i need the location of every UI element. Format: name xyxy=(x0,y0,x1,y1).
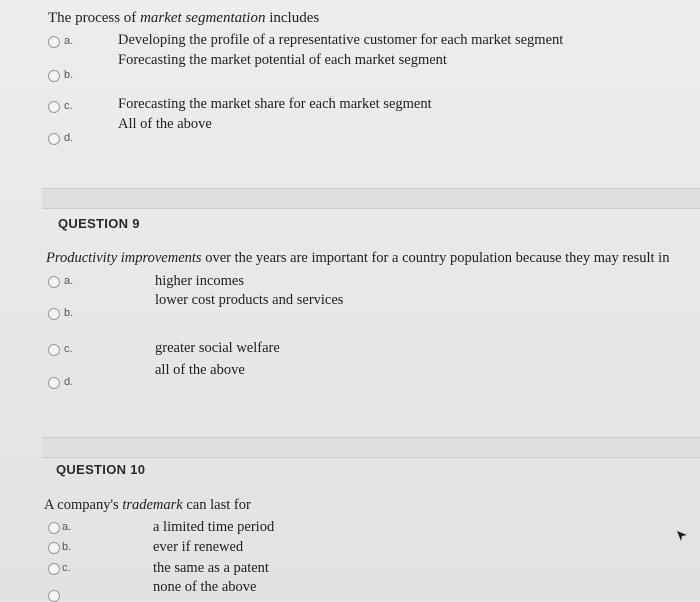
question-8-stem: The process of market segmentation includes xyxy=(48,10,320,26)
q8-option-b-radio[interactable] xyxy=(48,70,60,82)
q10-option-d-radio[interactable] xyxy=(48,590,60,602)
separator-line xyxy=(42,188,700,189)
q8-option-c-radio[interactable] xyxy=(48,101,60,113)
question-10-heading: QUESTION 10 xyxy=(56,462,146,477)
q10-option-text: a limited time period xyxy=(153,519,275,535)
q8-option-a-letter: a. xyxy=(64,35,74,47)
q10-option-a-letter: a. xyxy=(62,521,72,533)
q9-option-c-radio[interactable] xyxy=(48,344,60,356)
q10-option-text: the same as a patent xyxy=(153,560,269,576)
q9-option-text: lower cost products and services xyxy=(155,292,344,308)
q8-option-a-radio[interactable] xyxy=(48,36,60,48)
q10-option-a-radio[interactable] xyxy=(48,522,60,534)
q8-option-text: Developing the profile of a representative customer for each market segment xyxy=(118,32,564,48)
q8-option-text: All of the above xyxy=(118,116,212,132)
q9-option-text: all of the above xyxy=(155,362,245,378)
q8-option-b-letter: b. xyxy=(64,69,74,81)
q8-option-d-letter: d. xyxy=(64,132,74,144)
q9-option-b-radio[interactable] xyxy=(48,308,60,320)
q9-option-c-letter: c. xyxy=(64,343,73,355)
q10-option-c-letter: c. xyxy=(62,562,71,574)
q10-option-b-letter: b. xyxy=(62,541,72,553)
q9-option-a-letter: a. xyxy=(64,275,74,287)
q8-option-d-radio[interactable] xyxy=(48,133,60,145)
q9-option-a-radio[interactable] xyxy=(48,276,60,288)
mouse-cursor-icon xyxy=(676,530,688,542)
q9-option-text: higher incomes xyxy=(155,273,244,289)
q10-option-c-radio[interactable] xyxy=(48,563,60,575)
q9-option-d-radio[interactable] xyxy=(48,377,60,389)
separator-line xyxy=(42,208,700,209)
q10-option-text: ever if renewed xyxy=(153,539,244,555)
question-separator xyxy=(42,437,700,457)
q8-option-text: Forecasting the market share for each market segment xyxy=(118,96,432,112)
question-10-stem: A company's trademark can last for xyxy=(44,497,251,513)
question-9-heading: QUESTION 9 xyxy=(58,216,140,231)
q10-option-b-radio[interactable] xyxy=(48,542,60,554)
q9-option-b-letter: b. xyxy=(64,307,74,319)
q8-option-text: Forecasting the market potential of each market segment xyxy=(118,52,447,68)
separator-line xyxy=(42,457,700,458)
question-9-stem: Productivity improvements over the years are important for a country population because they may result in xyxy=(46,250,670,266)
q8-option-c-letter: c. xyxy=(64,100,73,112)
question-separator xyxy=(42,188,700,208)
q9-option-text: greater social welfare xyxy=(155,340,280,356)
separator-line xyxy=(42,437,700,438)
q9-option-d-letter: d. xyxy=(64,376,74,388)
q10-option-text: none of the above xyxy=(153,579,257,595)
